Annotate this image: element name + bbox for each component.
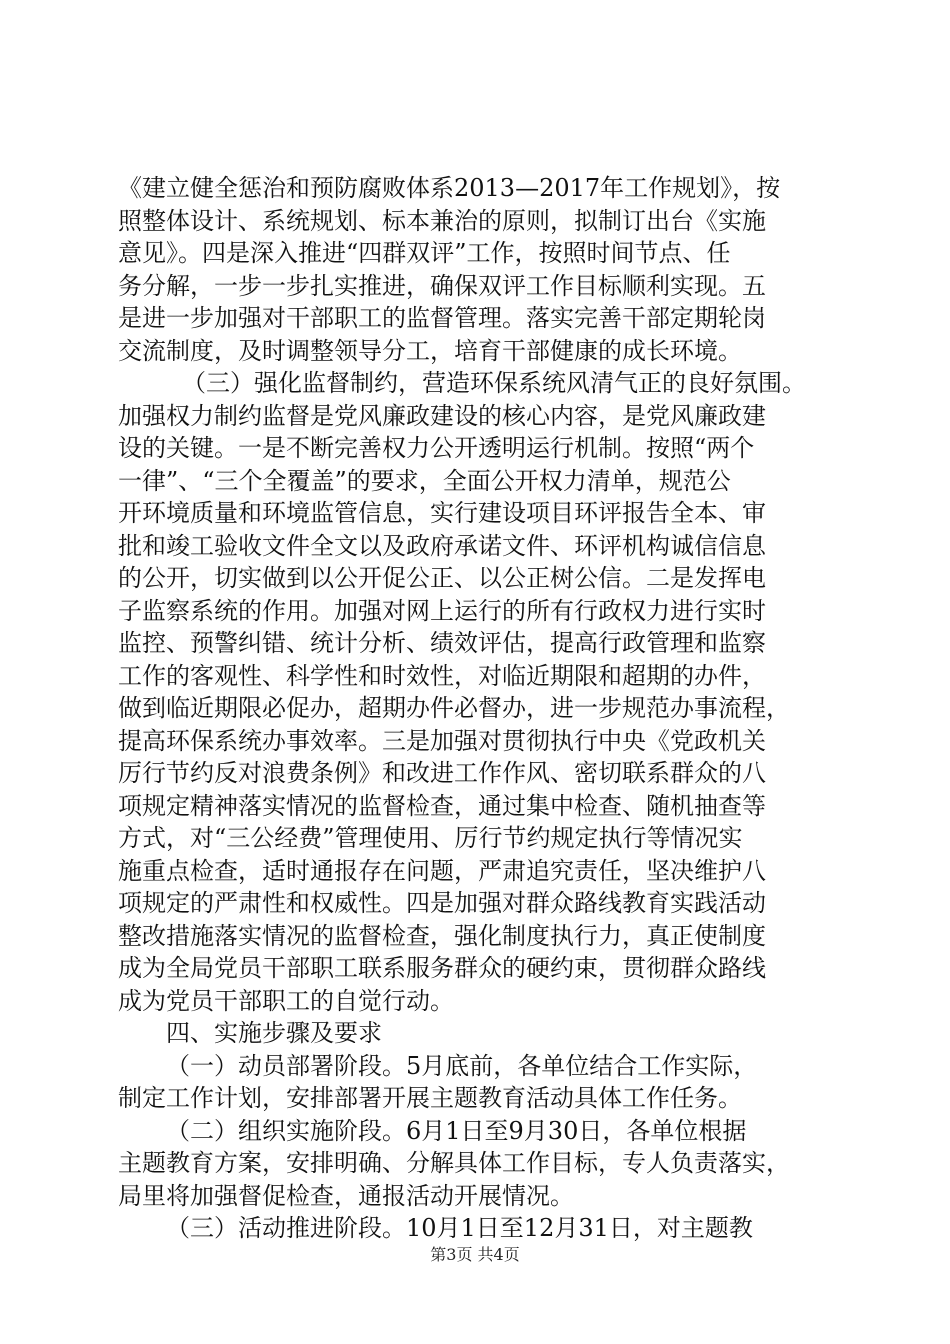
document-body bbox=[118, 172, 848, 1245]
text-line: 施重点检查，适时通报存在问题，严肃追究责任，坚决维护八 bbox=[118, 856, 766, 885]
text-line: 交流制度，及时调整领导分工，培育干部健康的成长环境。 bbox=[118, 336, 742, 365]
text-line: 成为全局党员干部职工联系服务群众的硬约束，贯彻群众路线 bbox=[118, 954, 766, 982]
page-footer: 第3页 共4页 bbox=[430, 1245, 520, 1264]
subsection-heading: （一）动员部署阶段。5月底前，各单位结合工作实际， bbox=[166, 1051, 758, 1080]
text-line: 厉行节约反对浪费条例》和改进工作作风、密切联系群众的八 bbox=[118, 759, 766, 787]
text-line: 《建立健全惩治和预防腐败体系2013—2017年工作规划》，按 bbox=[118, 174, 781, 202]
text-line: 的公开，切实做到以公开促公正、以公正树公信。二是发挥电 bbox=[118, 564, 766, 592]
text-line: 成为党员干部职工的自觉行动。 bbox=[118, 986, 454, 1015]
text-line: 制定工作计划，安排部署开展主题教育活动具体工作任务。 bbox=[118, 1084, 742, 1112]
subsection-heading: （二）组织实施阶段。6月1日至9月30日，各单位根据 bbox=[166, 1116, 747, 1145]
text-line: 务分解，一步一步扎实推进，确保双评工作目标顺利实现。五 bbox=[118, 271, 766, 300]
text-line: 开环境质量和环境监管信息，实行建设项目环评报告全本、审 bbox=[118, 499, 766, 527]
text-line: 监控、预警纠错、统计分析、绩效评估，提高行政管理和监察 bbox=[118, 629, 766, 657]
text-line: 方式，对“三公经费”管理使用、厉行节约规定执行等情况实 bbox=[118, 824, 743, 852]
text-line: 加强权力制约监督是党风廉政建设的核心内容，是党风廉政建 bbox=[118, 401, 766, 430]
text-line: 批和竣工验收文件全文以及政府承诺文件、环评机构诚信信息 bbox=[118, 531, 766, 560]
text-line: 提高环保系统办事效率。三是加强对贯彻执行中央《党政机关 bbox=[118, 726, 766, 755]
text-line: 设的关键。一是不断完善权力公开透明运行机制。按照“两个 bbox=[118, 434, 755, 462]
text-line: 项规定的严肃性和权威性。四是加强对群众路线教育实践活动 bbox=[118, 889, 766, 917]
section-heading: 四、实施步骤及要求 bbox=[166, 1019, 382, 1047]
text-line: 照整体设计、系统规划、标本兼治的原则，拟制订出台《实施 bbox=[118, 206, 766, 235]
text-line: 做到临近期限必促办，超期办件必督办，进一步规范办事流程， bbox=[118, 694, 790, 722]
text-line: 子监察系统的作用。加强对网上运行的所有行政权力进行实时 bbox=[118, 596, 766, 625]
text-line: 工作的客观性、科学性和时效性，对临近期限和超期的办件， bbox=[118, 661, 766, 690]
text-line: 主题教育方案，安排明确、分解具体工作目标，专人负责落实， bbox=[118, 1149, 790, 1177]
subsection-heading: （三）活动推进阶段。10月1日至12月31日，对主题教 bbox=[166, 1214, 753, 1242]
section-heading: （三）强化监督制约，营造环保系统风清气正的良好氛围。 bbox=[182, 369, 806, 397]
text-line: 一律”、“三个全覆盖”的要求，全面公开权力清单，规范公 bbox=[118, 466, 731, 495]
text-line: 整改措施落实情况的监督检查，强化制度执行力，真正使制度 bbox=[118, 921, 766, 950]
text-line: 意见》。四是深入推进“四群双评”工作，按照时间节点、任 bbox=[118, 239, 731, 267]
text-line: 局里将加强督促检查，通报活动开展情况。 bbox=[118, 1181, 574, 1210]
text-line: 项规定精神落实情况的监督检查，通过集中检查、随机抽查等 bbox=[118, 791, 766, 820]
text-line: 是进一步加强对干部职工的监督管理。落实完善干部定期轮岗 bbox=[118, 304, 766, 332]
